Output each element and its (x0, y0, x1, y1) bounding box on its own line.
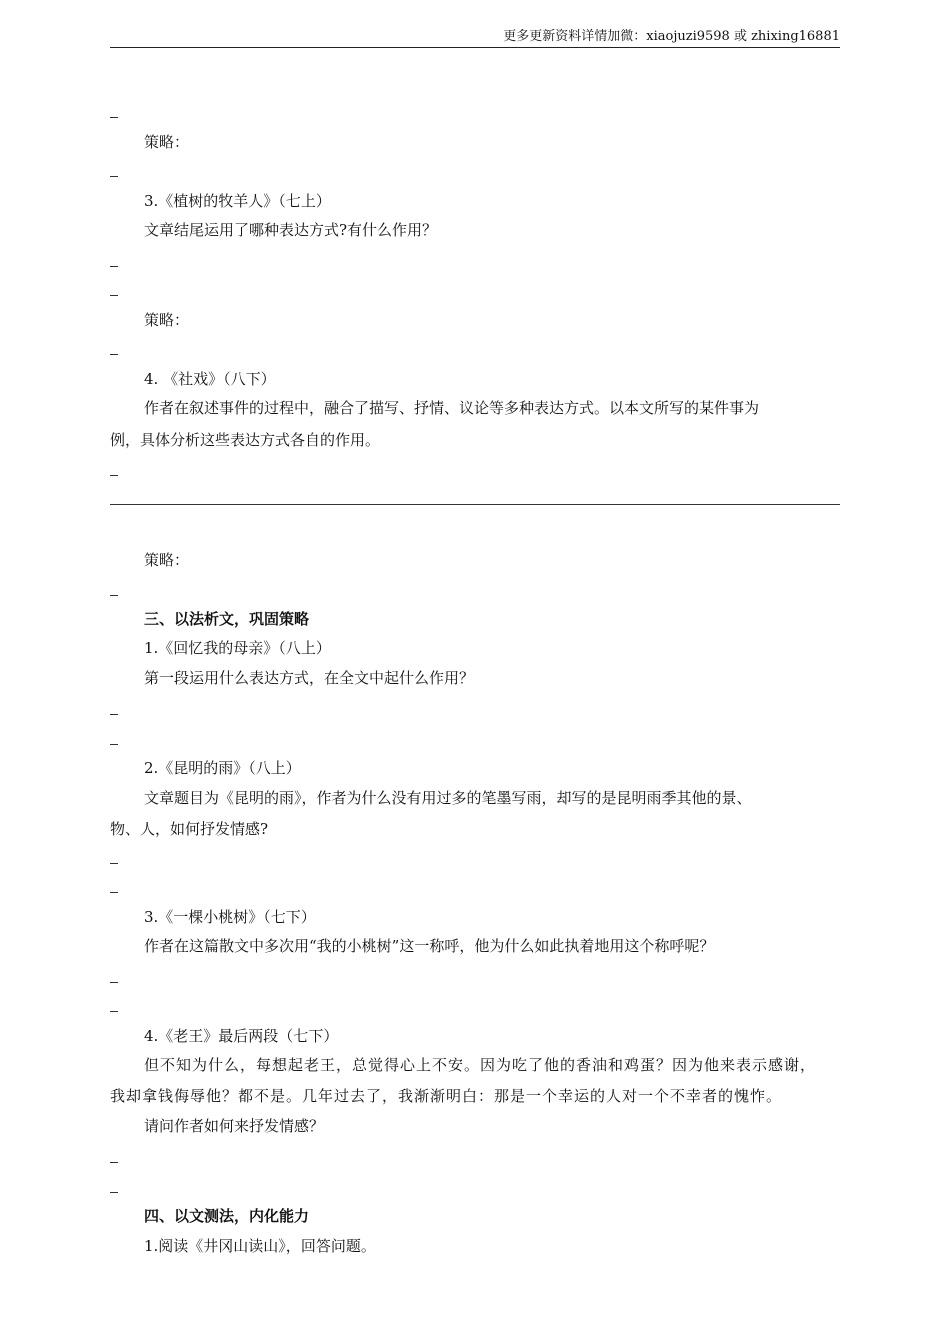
divider-line (110, 504, 840, 505)
question-text: 1.阅读《井冈山读山》，回答问题。 (144, 1237, 376, 1255)
question-text: 请问作者如何来抒发情感？ (144, 1117, 325, 1135)
answer-blank (110, 475, 118, 476)
answer-blank (110, 1192, 118, 1193)
answer-blank (110, 863, 118, 864)
answer-blank (110, 595, 118, 596)
answer-blank (110, 744, 118, 745)
strategy-label: 策略： (144, 311, 190, 329)
answer-blank (110, 117, 118, 118)
question-text: 文章结尾运用了哪种表达方式?有什么作用？ (144, 221, 438, 239)
question-text: 第一段运用什么表达方式，在全文中起什么作用？ (144, 669, 475, 687)
answer-blank (110, 892, 118, 893)
question-title: 2.《昆明的雨》（八上） (144, 759, 301, 777)
question-text: 作者在叙述事件的过程中，融合了描写、抒情、议论等多种表达方式。以本文所写的某件事为 (144, 399, 760, 417)
quoted-passage: 但不知为什么，每想起老王，总觉得心上不安。因为吃了他的香油和鸡蛋？因为他来表示感谢， (144, 1056, 817, 1074)
question-text: 作者在这篇散文中多次用“我的小桃树”这一称呼，他为什么如此执着地用这个称呼呢？ (144, 937, 715, 955)
answer-blank (110, 1011, 118, 1012)
answer-blank (110, 266, 118, 267)
question-text: 文章题目为《昆明的雨》，作者为什么没有用过多的笔墨写雨，却写的是昆明雨季其他的景、 (144, 789, 752, 807)
section-heading: 四、以文测法，内化能力 (144, 1207, 310, 1225)
question-title: 3.《植树的牧羊人》（七上） (144, 192, 331, 210)
quoted-passage: 我却拿钱侮辱他？都不是。几年过去了，我渐渐明白：那是一个幸运的人对一个不幸者的愧怍。 (110, 1087, 783, 1105)
strategy-label: 策略： (144, 551, 190, 569)
page-header: 更多更新资料详情加微：xiaojuzi9598 或 zhixing16881 (110, 27, 840, 48)
question-title: 4.《老王》最后两段（七下） (144, 1027, 339, 1045)
answer-blank (110, 1162, 118, 1163)
answer-blank (110, 714, 118, 715)
question-title: 3.《一棵小桃树》（七下） (144, 908, 316, 926)
answer-blank (110, 176, 118, 177)
question-title: 4. 《社戏》（八下） (144, 370, 276, 388)
answer-blank (110, 295, 118, 296)
question-text: 物、人，如何抒发情感? (110, 820, 269, 838)
question-title: 1.《回忆我的母亲》（八上） (144, 639, 331, 657)
question-text: 例，具体分析这些表达方式各自的作用。 (110, 431, 381, 449)
strategy-label: 策略： (144, 133, 190, 151)
answer-blank (110, 982, 118, 983)
section-heading: 三、以法析文，巩固策略 (144, 610, 310, 628)
answer-blank (110, 354, 118, 355)
